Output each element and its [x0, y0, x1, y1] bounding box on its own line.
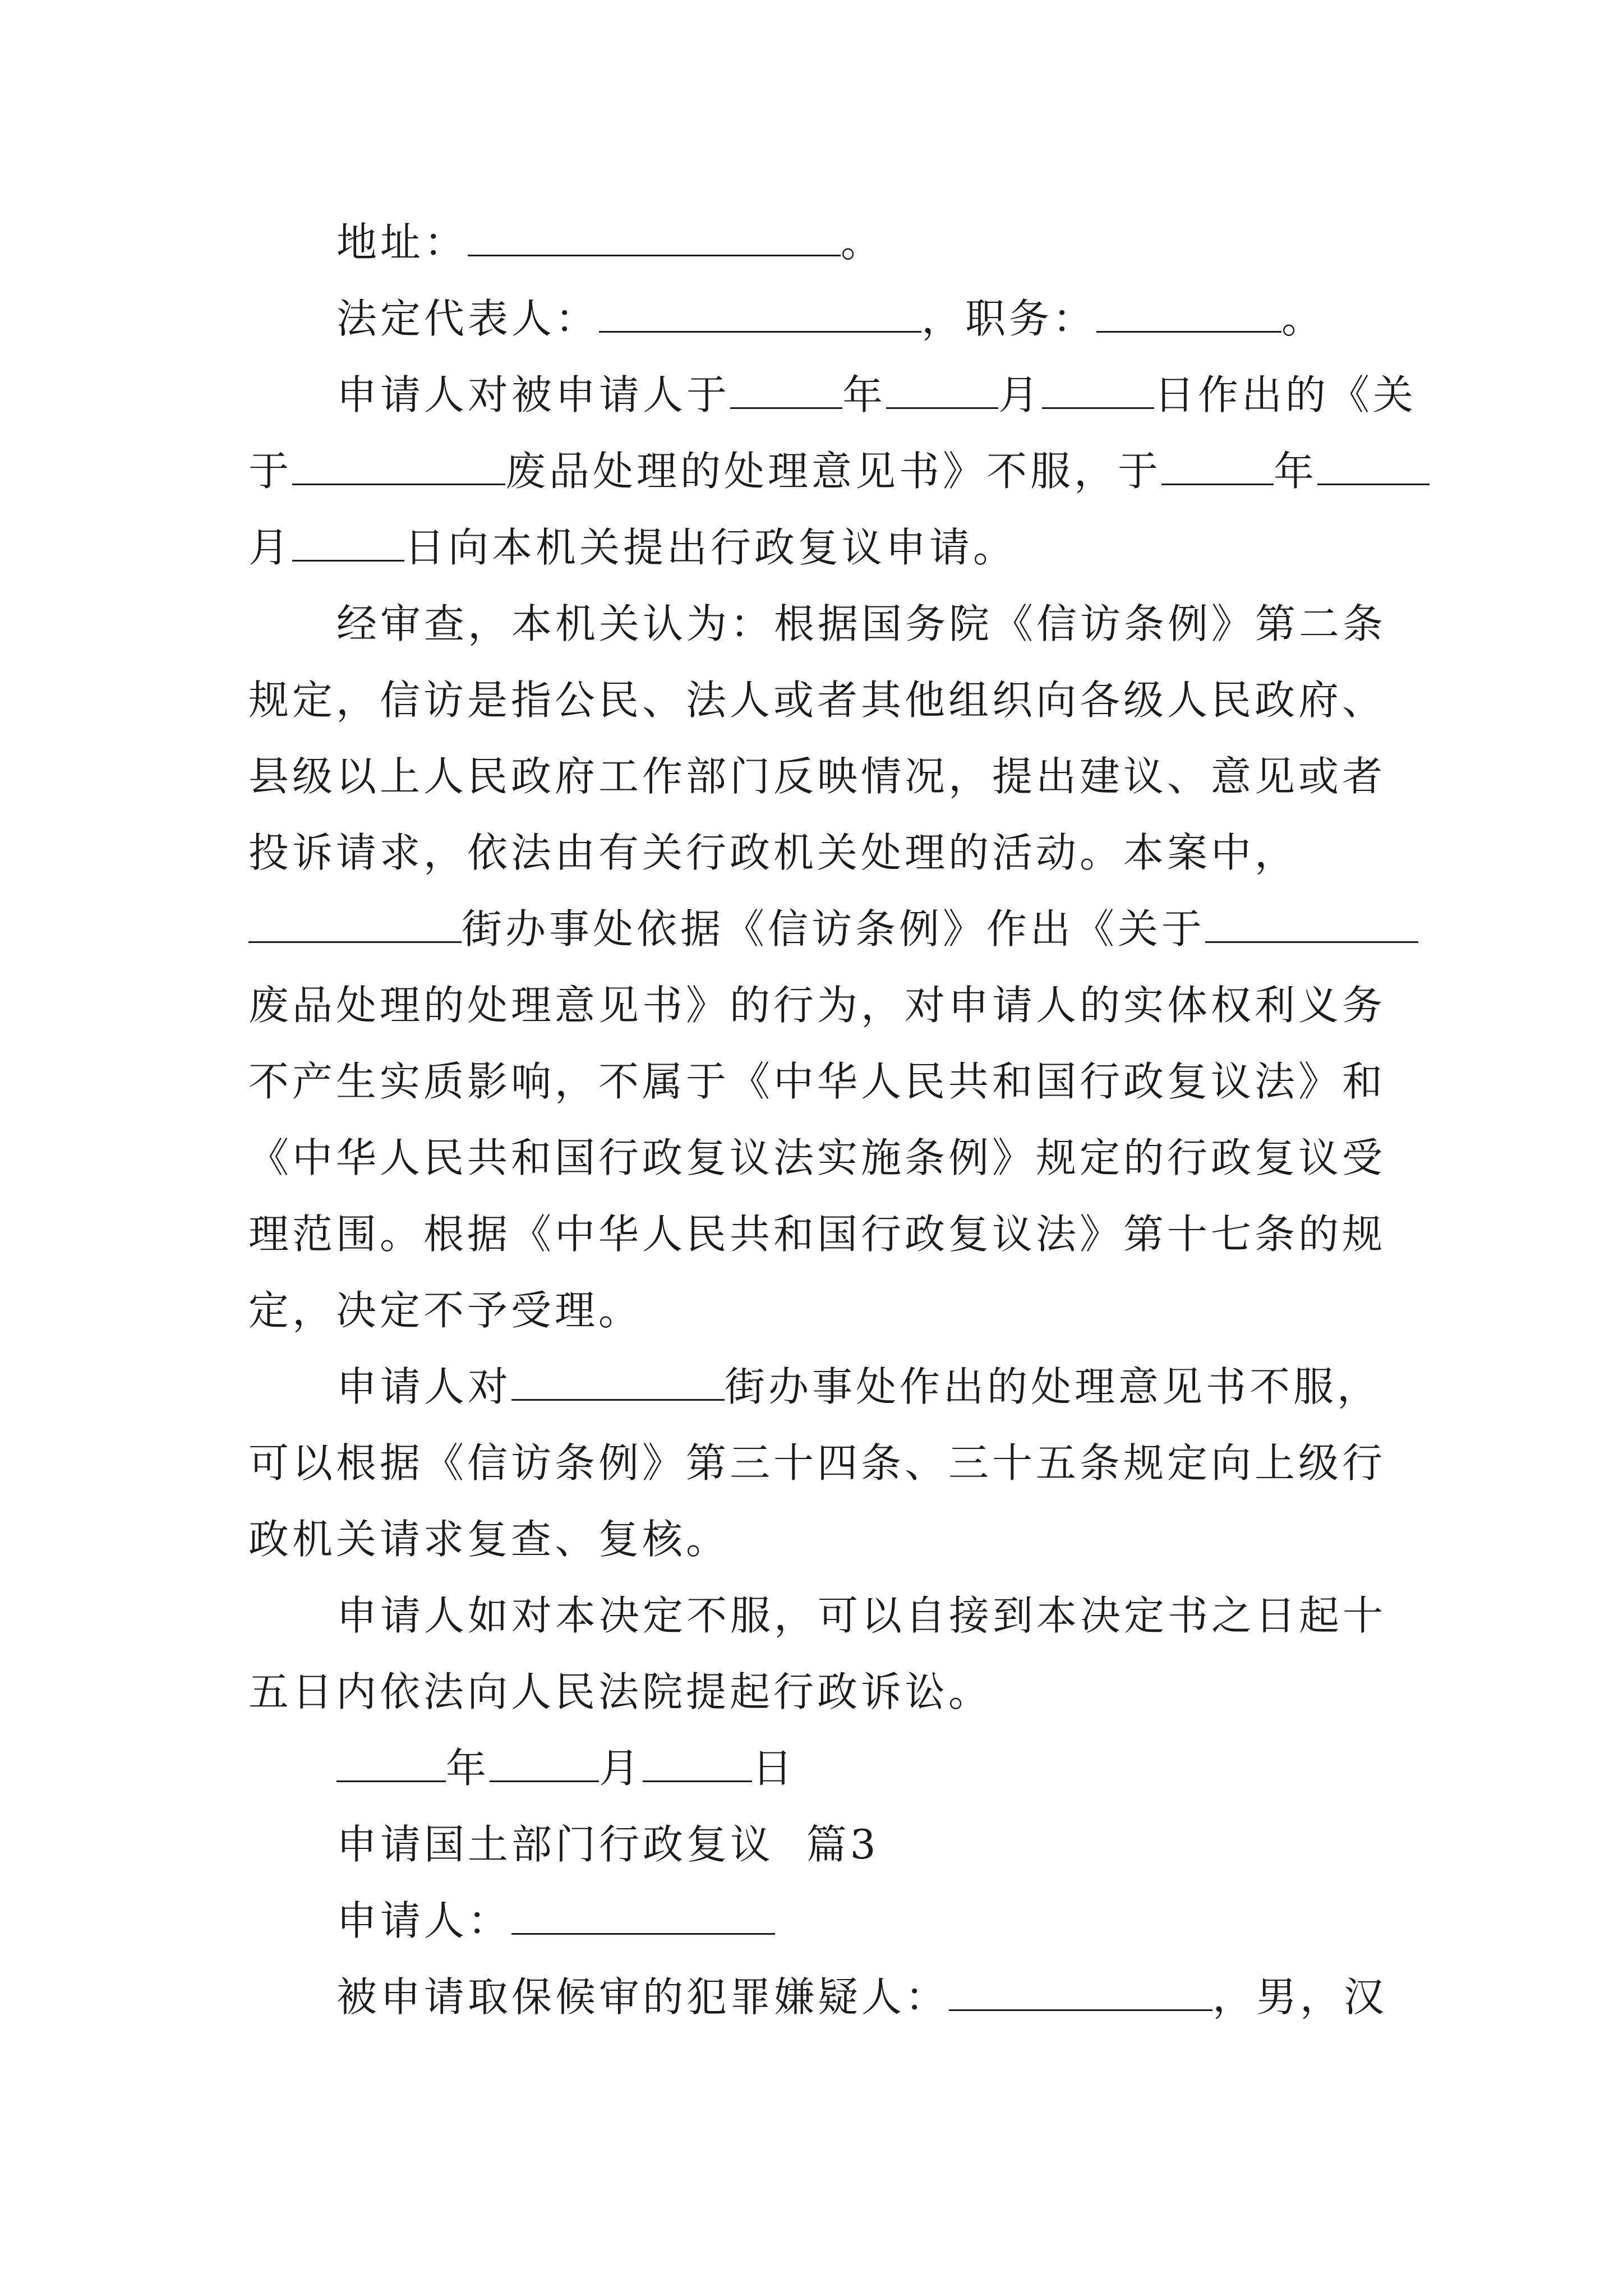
address-line [336, 214, 884, 270]
paragraph-line [248, 1435, 1386, 1491]
text-segment: 年 [446, 1745, 490, 1792]
paragraph-line [248, 1664, 992, 1720]
text-segment: 经审查，本机关认为：根据国务院《信访条例》第二条 [336, 600, 1387, 647]
text-segment: 日作出的《关 [1154, 371, 1417, 418]
text-segment: 五日内依法向人民法院提起行政诉讼。 [248, 1668, 993, 1715]
position-label: ，职务： [921, 295, 1097, 342]
text-segment: 废品处理的处理意见书》的行为，对申请人的实体权利义务 [248, 982, 1386, 1029]
section-heading [336, 1816, 879, 1872]
paragraph-line [248, 825, 1298, 881]
text-segment: 月 [998, 371, 1043, 418]
paragraph-line [248, 748, 1386, 804]
address-blank [468, 214, 841, 256]
month-blank [886, 367, 998, 409]
day-blank [292, 519, 404, 562]
paragraph-line [248, 1053, 1386, 1110]
applicant-label: 申请人： [336, 1897, 512, 1944]
text-segment: 废品处理的处理意见书》不服，于 [505, 448, 1162, 495]
text-segment: 月 [599, 1745, 643, 1792]
paragraph-line [248, 1130, 1386, 1186]
text-segment: 年 [842, 371, 887, 418]
suspect-label: 被申请取保候审的犯罪嫌疑人： [336, 1973, 949, 2021]
paragraph-line [248, 443, 1430, 499]
month-blank [490, 1740, 599, 1782]
year-blank [336, 1740, 446, 1782]
paragraph-line [336, 596, 1386, 652]
paragraph-line [336, 1359, 1381, 1415]
day-blank [643, 1740, 752, 1782]
position-blank [1096, 291, 1281, 333]
text-segment: 不产生实质影响，不属于《中华人民共和国行政复议法》和 [248, 1058, 1386, 1105]
year-blank [730, 367, 842, 409]
suspect-blank [949, 1969, 1212, 2011]
text-segment: 日 [752, 1745, 796, 1792]
text-segment: 申请国土部门行政复议 篇3 [336, 1821, 879, 1868]
text-segment: 《中华人民共和国行政复议法实施条例》规定的行政复议受 [248, 1134, 1386, 1181]
office-blank [511, 1359, 725, 1401]
text-segment: 月 [248, 524, 293, 571]
legal-representative-line [336, 291, 1325, 347]
year-blank [1161, 443, 1274, 485]
text-segment: 规定，信访是指公民、法人或者其他组织向各级人民政府、 [248, 677, 1386, 724]
paragraph-line [248, 1282, 642, 1338]
paragraph-line [248, 1206, 1386, 1262]
text-segment: 投诉请求，依法由有关行政机关处理的活动。本案中， [248, 829, 1299, 876]
date-line [336, 1740, 796, 1796]
month-blank [1317, 443, 1430, 485]
text-segment: 申请人对 [336, 1363, 512, 1410]
paragraph-line [248, 519, 1017, 576]
text-segment: 街办事处作出的处理意见书不服， [725, 1363, 1381, 1410]
text-segment: 可以根据《信访条例》第三十四条、三十五条规定向上级行 [248, 1439, 1386, 1487]
paragraph-line [248, 672, 1386, 728]
paragraph-line [336, 1588, 1386, 1644]
applicant-line [336, 1893, 775, 1949]
text-segment: 定，决定不予受理。 [248, 1287, 643, 1334]
text-segment: 政机关请求复查、复核。 [248, 1516, 730, 1563]
text-segment: 街办事处依据《信访条例》作出《关于 [462, 905, 1206, 953]
text-segment: 年 [1274, 448, 1318, 495]
text-segment: ，男，汉 [1212, 1973, 1388, 2021]
legal-representative-label: 法定代表人： [336, 295, 600, 342]
paragraph-line [248, 1511, 730, 1567]
address-label: 地址： [336, 219, 468, 266]
suspect-line [336, 1969, 1387, 2025]
text-segment: 县级以上人民政府工作部门反映情况，提出建议、意见或者 [248, 753, 1386, 800]
text-segment: 申请人对被申请人于 [336, 371, 731, 418]
paragraph-line [336, 367, 1417, 423]
text-segment: 申请人如对本决定不服，可以自接到本决定书之日起十 [336, 1592, 1387, 1639]
paragraph-line [248, 901, 1418, 957]
position-end: 。 [1281, 295, 1326, 342]
text-segment: 于 [248, 448, 293, 495]
office-blank [248, 901, 462, 943]
paragraph-line [248, 977, 1386, 1033]
name-blank [292, 443, 505, 485]
address-end: 。 [841, 219, 885, 266]
text-segment: 日向本机关提出行政复议申请。 [404, 524, 1017, 571]
name-blank [1205, 901, 1418, 943]
legal-representative-blank [599, 291, 921, 333]
applicant-blank [511, 1893, 775, 1935]
day-blank [1042, 367, 1154, 409]
text-segment: 理范围。根据《中华人民共和国行政复议法》第十七条的规 [248, 1211, 1386, 1258]
